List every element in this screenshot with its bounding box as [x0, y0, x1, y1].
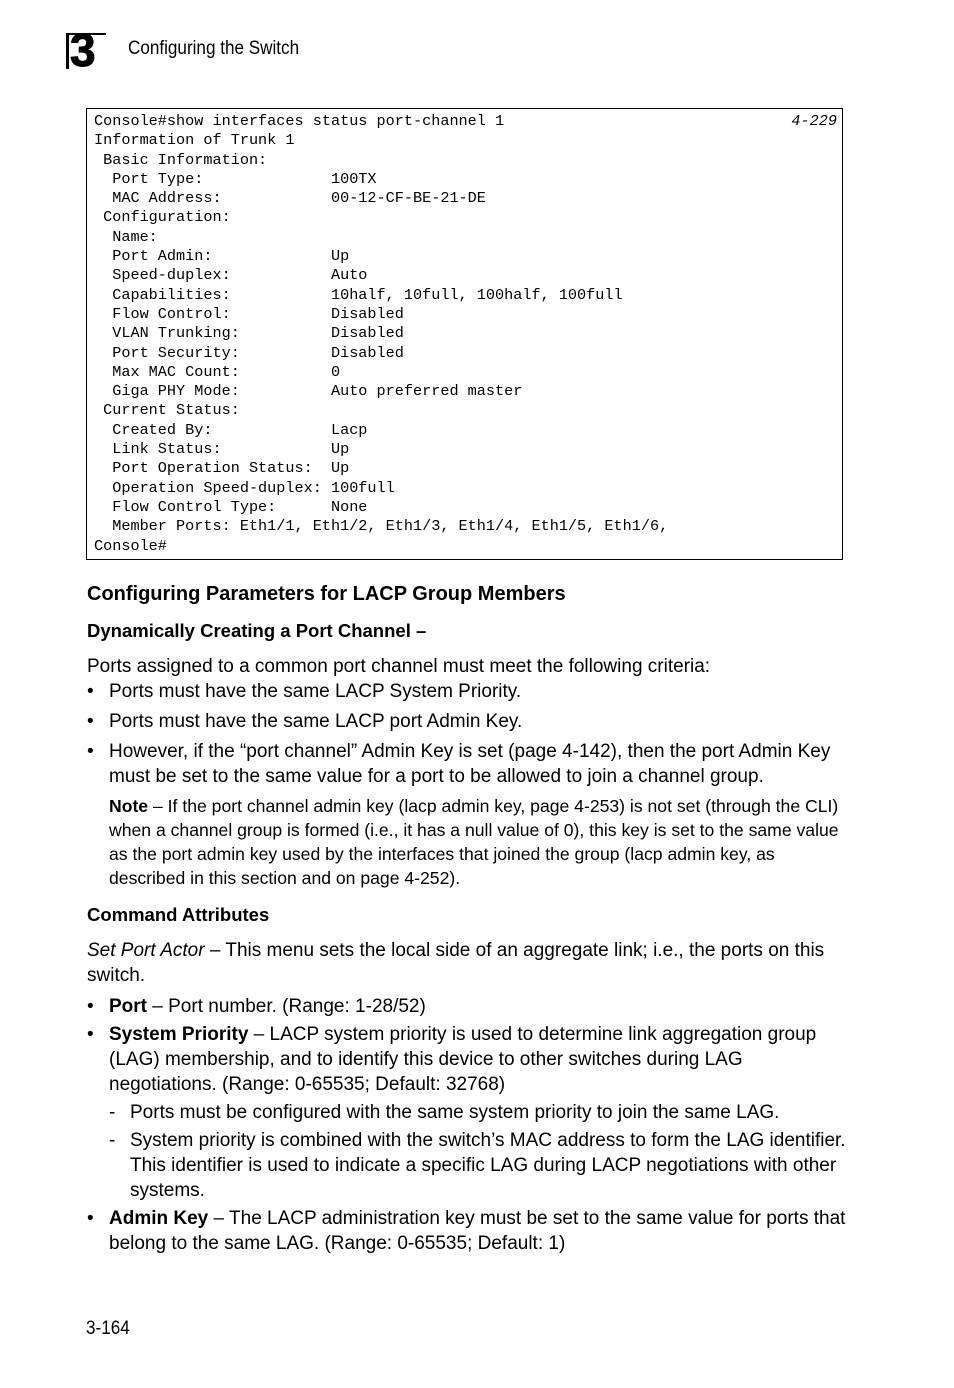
console-line: Current Status:: [94, 401, 240, 420]
actor-paragraph: [87, 938, 847, 988]
console-line: Member Ports: Eth1/1, Eth1/2, Eth1/3, Eth1/4, Eth1/5, Eth1/6,: [94, 517, 669, 536]
bullet-glyph: •: [87, 996, 94, 1017]
console-line: Name:: [94, 227, 158, 246]
console-line: Configuration:: [94, 208, 231, 227]
section-heading: Configuring Parameters for LACP Group Members: [87, 583, 566, 605]
console-line: Max MAC Count: 0: [94, 362, 341, 381]
console-line: Console#show interfaces status port-channel 1: [94, 112, 505, 130]
attribute-item-admin-key: [87, 1206, 847, 1256]
note-text: – If the port channel admin key (lacp admin key, page 4-253) is not set (through the CLI) when a channel group is formed (i.e., it has a null value of 0), this key is set to the same value as the port admin key used by the interfaces that joined the group (lacp admin key, as described in this section and on page 4-252).: [109, 796, 839, 888]
criteria-item: [87, 679, 847, 704]
console-line: Console#: [94, 536, 167, 555]
actor-label: Set Port Actor: [87, 940, 205, 961]
attribute-item-port: [87, 994, 847, 1019]
priority-text: – LACP system priority is used to determine link aggregation group (LAG) membership, and to identify this device to other switches during LAG negotiations. (Range: 0-65535; Default: 32768): [109, 1024, 817, 1095]
actor-text: – This menu sets the local side of an aggregate link; i.e., the ports on this switch.: [87, 940, 825, 986]
running-header-title: Configuring the Switch: [128, 38, 300, 59]
console-line: Port Type: 100TX: [94, 169, 377, 188]
chapter-badge-bar: [66, 33, 69, 69]
console-line: Link Status: Up: [94, 440, 350, 459]
bullet-glyph: •: [87, 711, 94, 732]
console-line: Information of Trunk 1: [94, 131, 295, 150]
attribute-item-system-priority: [87, 1022, 847, 1097]
subsection-heading: Dynamically Creating a Port Channel –: [87, 620, 427, 641]
adminkey-text: – The LACP administration key must be set to the same value for ports that belong to the same LAG. (Range: 0-65535; Default: 1): [109, 1208, 846, 1254]
console-output-box: [86, 108, 843, 560]
bullet-glyph: •: [87, 681, 94, 702]
criteria-text: However, if the “port channel” Admin Key is set (page 4-142), then the port Admin Key must be set to the same value for a port to be allowed to join a channel group.: [109, 741, 831, 787]
priority-sub-text: System priority is combined with the switch’s MAC address to form the LAG identifier. This identifier is used to indicate a specific LAG during LACP negotiations with other systems.: [130, 1130, 846, 1201]
note-paragraph: [87, 794, 847, 890]
criteria-item: [87, 739, 847, 789]
console-line: Capabilities: 10half, 10full, 100half, 100full: [94, 285, 623, 304]
bullet-glyph: •: [87, 1208, 94, 1229]
priority-label: System Priority: [109, 1024, 249, 1045]
console-line: Port Operation Status: Up: [94, 459, 350, 478]
console-line: Flow Control Type: None: [94, 497, 368, 516]
chapter-number: 3: [70, 24, 96, 76]
chapter-badge: [66, 24, 106, 76]
port-text: – Port number. (Range: 1-28/52): [147, 996, 426, 1017]
criteria-item: [87, 709, 847, 734]
console-line: Basic Information:: [94, 150, 268, 169]
adminkey-label: Admin Key: [109, 1208, 209, 1229]
criteria-intro: Ports assigned to a common port channel must meet the following criteria:: [87, 656, 711, 677]
criteria-text: Ports must have the same LACP System Priority.: [109, 681, 522, 702]
priority-sub-item: [87, 1128, 847, 1203]
console-line: Port Security: Disabled: [94, 343, 404, 362]
console-line: Speed-duplex: Auto: [94, 266, 368, 285]
port-label: Port: [109, 996, 147, 1017]
priority-sub-text: Ports must be configured with the same system priority to join the same LAG.: [130, 1102, 780, 1123]
console-line: Flow Control: Disabled: [94, 304, 404, 323]
note-label: Note: [109, 796, 149, 816]
priority-sub-item: [87, 1100, 847, 1125]
console-line: Giga PHY Mode: Auto preferred master: [94, 382, 523, 401]
console-page-reference: 4-229: [791, 112, 837, 130]
console-line: MAC Address: 00-12-CF-BE-21-DE: [94, 189, 486, 208]
main-content: [87, 580, 847, 1256]
bullet-glyph: •: [87, 741, 94, 762]
console-line: VLAN Trunking: Disabled: [94, 324, 404, 343]
dash-glyph: -: [109, 1130, 116, 1151]
attributes-heading: Command Attributes: [87, 904, 270, 925]
page-number: 3-164: [86, 1318, 130, 1339]
bullet-glyph: •: [87, 1024, 94, 1045]
criteria-text: Ports must have the same LACP port Admin Key.: [109, 711, 523, 732]
console-line: Port Admin: Up: [94, 247, 350, 266]
dash-glyph: -: [109, 1102, 116, 1123]
console-line: Operation Speed-duplex: 100full: [94, 478, 395, 497]
console-line: Created By: Lacp: [94, 420, 368, 439]
